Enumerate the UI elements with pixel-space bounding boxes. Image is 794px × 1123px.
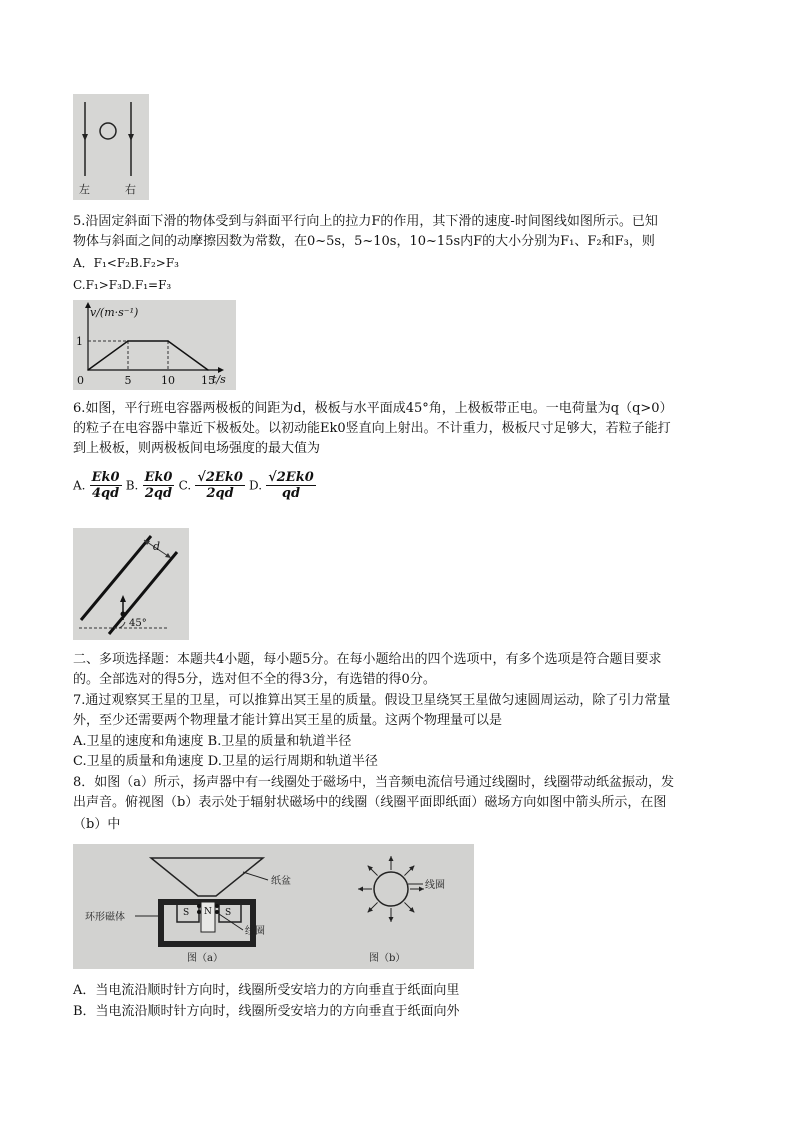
q6-b-denominator: 2qd [144, 486, 173, 501]
caption-a: 图（a） [187, 953, 223, 964]
caption-b: 图（b） [369, 953, 406, 964]
q6-stem-line3: 到上极板，则两极板间电场强度的最大值为 [73, 441, 321, 456]
q7-line2: 外，至少还需要两个物理量才能计算出冥王星的质量。这两个物理量可以是 [73, 713, 503, 728]
q6-option-a-fraction [90, 470, 122, 501]
q7-line1: 7.通过观察冥王星的卫星，可以推算出冥王星的质量。假设卫星绕冥王星做匀速圆周运动，除了引力常量 [73, 693, 671, 708]
q6-stem-line1: 6.如图，平行班电容器两极板的间距为d，极板与水平面成45°角，上极板带正电。一电荷量为q（q>0） [73, 401, 673, 416]
q5-options-line2: C.F₁>F₃D.F₁=F₃ [73, 278, 172, 292]
x-tick-label-10: 10 [161, 374, 175, 387]
q8-option-a: A．当电流沿顺时针方向时，线圈所受安培力的方向垂直于纸面向里 [73, 983, 460, 998]
q6-c-numerator: √2Ek0 [197, 470, 243, 485]
field-arrow-head-2 [389, 917, 394, 922]
section2-line2: 的。全部选对的得5分，选对但不全的得3分，有选错的得0分。 [73, 672, 436, 687]
y-axis-label: v/(m·s⁻¹) [90, 306, 139, 319]
q6-option-c-label: C. [178, 478, 192, 493]
s-pole-right-label: S [225, 908, 232, 918]
q5-stem-line2: 物体与斜面之间的动摩擦因数为常数，在0~5s，5~10s，10~15s内F的大小分别为F₁、F₂和F₃，则 [73, 234, 655, 249]
x-tick-label-15: 15 [201, 374, 215, 387]
q8-option-b: B．当电流沿顺时针方向时，线圈所受安培力的方向垂直于纸面向外 [73, 1004, 460, 1019]
q7-options-line2: C.卫星的质量和角速度 D.卫星的运行周期和轨道半径 [73, 754, 378, 769]
q6-a-denominator: 4qd [91, 486, 120, 501]
q6-option-a-label: A. [73, 478, 86, 493]
data-point-2 [167, 340, 169, 342]
left-label: 左 [79, 183, 90, 196]
q7-options-line1: A.卫星的速度和角速度 B.卫星的质量和轨道半径 [73, 734, 352, 749]
magnet-label: 环形磁体 [85, 912, 125, 923]
q6-stem-line2: 的粒子在电容器中靠近下极板处。以初动能Ek0竖直向上射出。不计重力，极板尺寸足够大，若粒子能打 [73, 421, 671, 436]
s-pole-left-label: S [183, 908, 190, 918]
q6-option-b-fraction [143, 470, 175, 501]
coil-label-b: 线圈 [425, 880, 445, 891]
velocity-time-chart [73, 300, 236, 390]
section2-line1: 二、多项选择题：本题共4小题，每小题5分。在每小题给出的四个选项中，有多个选项是符合题目要求 [73, 652, 662, 667]
q8-speaker-figure [73, 844, 474, 969]
x-axis-label: t/s [212, 373, 226, 386]
angle-label: 45° [129, 618, 147, 629]
q8-line3: （b）中 [73, 817, 121, 832]
field-arrow-head-6 [389, 856, 394, 861]
q6-option-d-fraction [266, 470, 316, 501]
cone-label: 纸盆 [271, 876, 291, 887]
q6-c-denominator: 2qd [206, 486, 234, 501]
n-pole-label: N [204, 907, 212, 917]
x-tick-label-5: 5 [124, 374, 132, 387]
q8-line1: 8．如图（a）所示，扬声器中有一线圈处于磁场中，当音频电流信号通过线圈时，线圈带动纸盆振动，发 [73, 775, 675, 790]
x-tick-label-0: 0 [77, 374, 84, 387]
q5-stem-line1: 5.沿固定斜面下滑的物体受到与斜面平行向上的拉力F的作用，其下滑的速度-时间图线如图所示。已知 [73, 214, 658, 229]
q6-capacitor-figure [73, 528, 189, 640]
speaker-diagram [73, 844, 474, 969]
right-label: 右 [125, 183, 136, 196]
q6-option-b-label: B. [125, 478, 139, 493]
q6-b-numerator: Ek0 [144, 470, 173, 485]
y-tick-label-1: 1 [76, 335, 83, 348]
data-point-3 [207, 369, 209, 371]
q6-option-c-fraction [195, 470, 245, 501]
radial-field-arrows [358, 856, 424, 922]
q6-d-numerator: √2Ek0 [268, 470, 314, 485]
q5-velocity-graph [73, 300, 236, 390]
data-point-1 [127, 340, 129, 342]
field-arrow-head-0 [419, 887, 424, 892]
capacitor-diagram [73, 528, 189, 640]
d-label: d [153, 540, 161, 553]
data-point-0 [87, 369, 89, 371]
q6-option-d-label: D. [249, 478, 263, 493]
q8-line2: 出声音。俯视图（b）表示处于辐射状磁场中的线圈（线圈平面即纸面）磁场方向如图中箭头所示，在图 [73, 795, 667, 810]
q6-a-numerator: Ek0 [91, 470, 120, 485]
q6-options [73, 470, 316, 501]
velocity-series-line [88, 341, 208, 370]
q5-options-line1: A．F₁<F₂B.F₂>F₃ [73, 256, 179, 270]
coil-label-a: 线圈 [245, 926, 265, 937]
figure-parallel-lines [73, 94, 149, 200]
q6-d-denominator: qd [281, 486, 301, 501]
parallel-lines-diagram [73, 94, 149, 200]
field-arrow-head-4 [358, 887, 363, 892]
